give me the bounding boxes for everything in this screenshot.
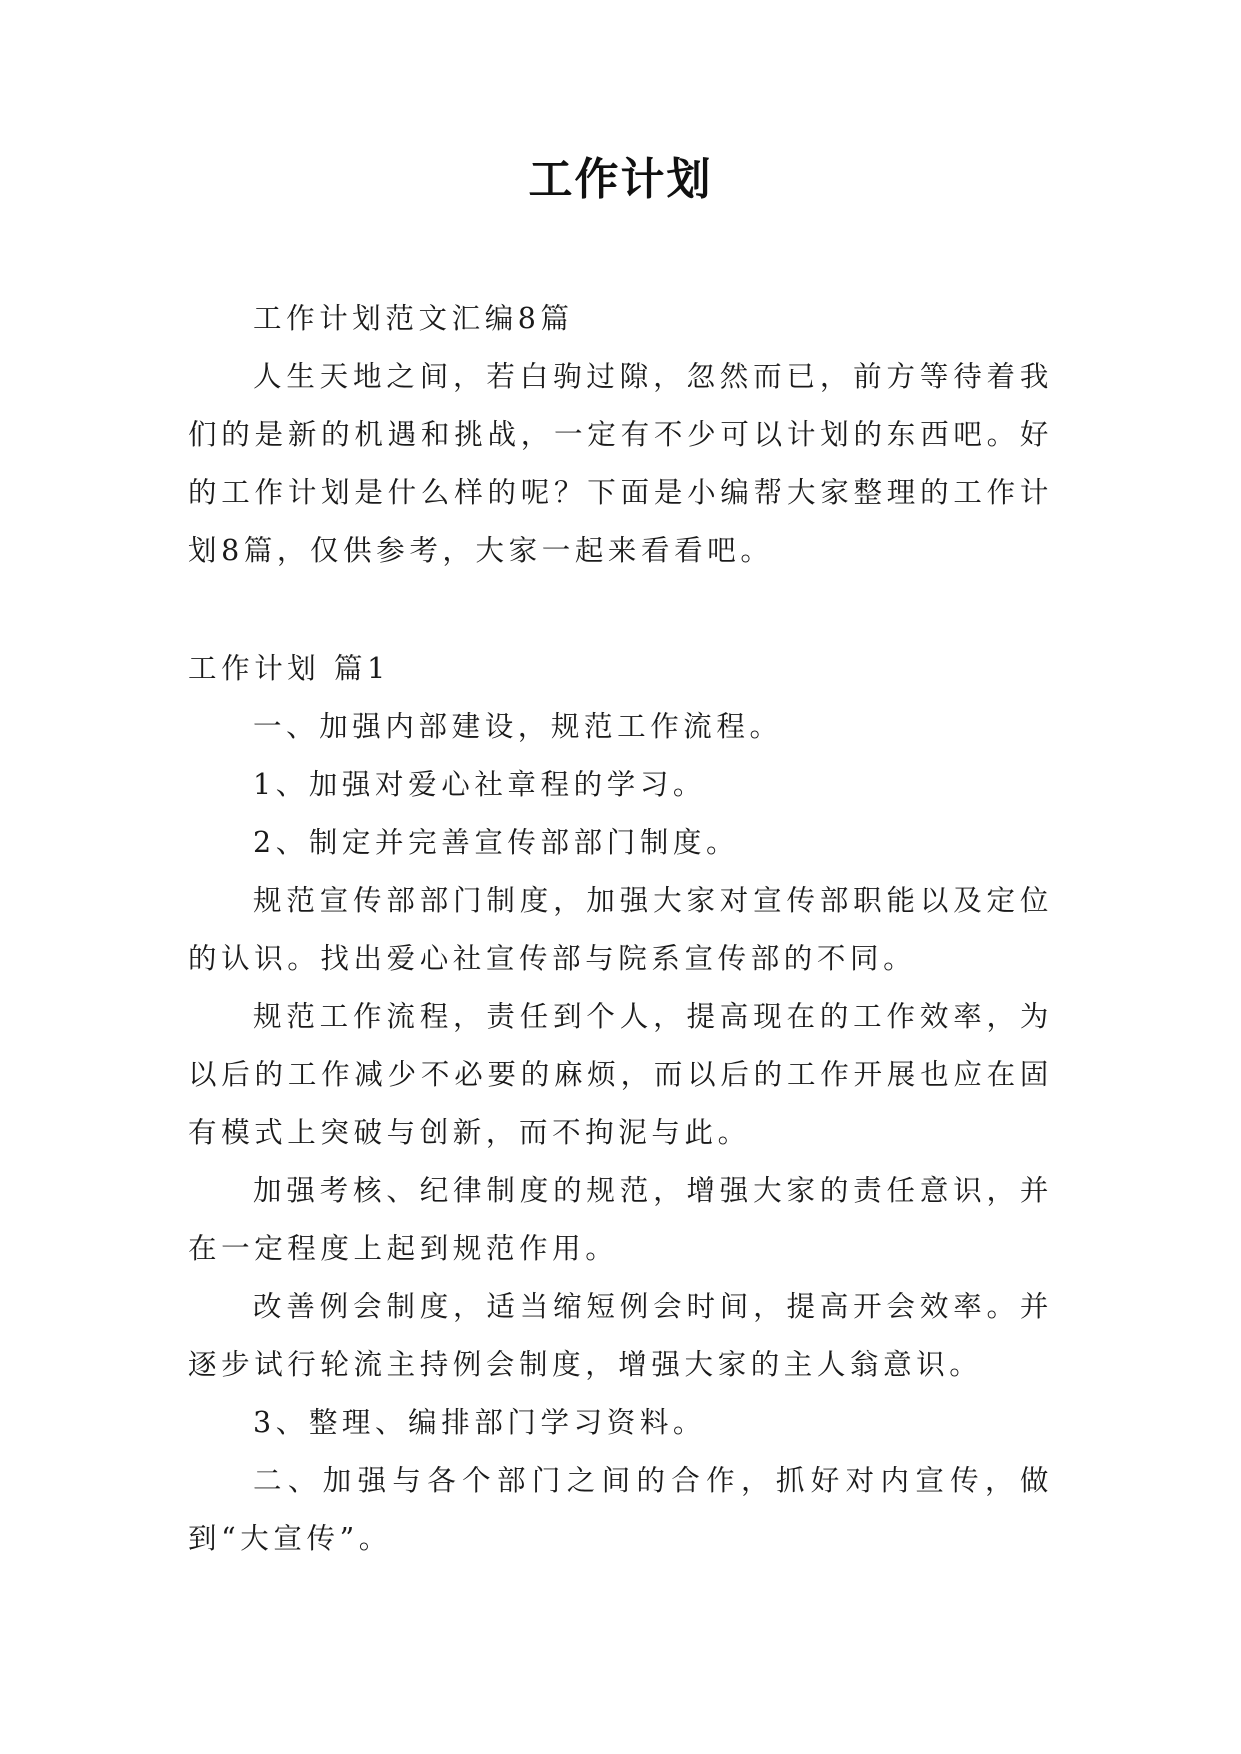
paragraph: 规范宣传部部门制度，加强大家对宣传部职能以及定位的认识。找出爱心社宣传部与院系宣传部的不同。	[188, 884, 1053, 975]
paragraph: 加强考核、纪律制度的规范，增强大家的责任意识，并在一定程度上起到规范作用。	[188, 1174, 1053, 1265]
paragraph: 1、加强对爱心社章程的学习。	[253, 768, 707, 801]
document-body	[188, 290, 1053, 1568]
section-heading: 工作计划 篇1	[188, 652, 390, 685]
paragraph: 3、整理、编排部门学习资料。	[253, 1406, 707, 1439]
paragraph: 二、加强与各个部门之间的合作，抓好对内宣传，做到“大宣传”。	[188, 1464, 1053, 1555]
intro-paragraph: 人生天地之间，若白驹过隙，忽然而已，前方等待着我们的是新的机遇和挑战，一定有不少可以计划的东西吧。好的工作计划是什么样的呢？下面是小编帮大家整理的工作计划8篇，仅供参考，大家一起来看看吧。	[188, 360, 1053, 567]
paragraph: 规范工作流程，责任到个人，提高现在的工作效率，为以后的工作减少不必要的麻烦，而以后的工作开展也应在固有模式上突破与创新，而不拘泥与此。	[188, 1000, 1053, 1149]
paragraph: 一、加强内部建设，规范工作流程。	[253, 710, 783, 743]
document-title: 工作计划	[528, 154, 713, 205]
paragraph: 改善例会制度，适当缩短例会时间，提高开会效率。并逐步试行轮流主持例会制度，增强大家的主人翁意识。	[188, 1290, 1053, 1381]
document-subtitle: 工作计划范文汇编8篇	[253, 302, 574, 335]
paragraph: 2、制定并完善宣传部部门制度。	[253, 826, 740, 859]
